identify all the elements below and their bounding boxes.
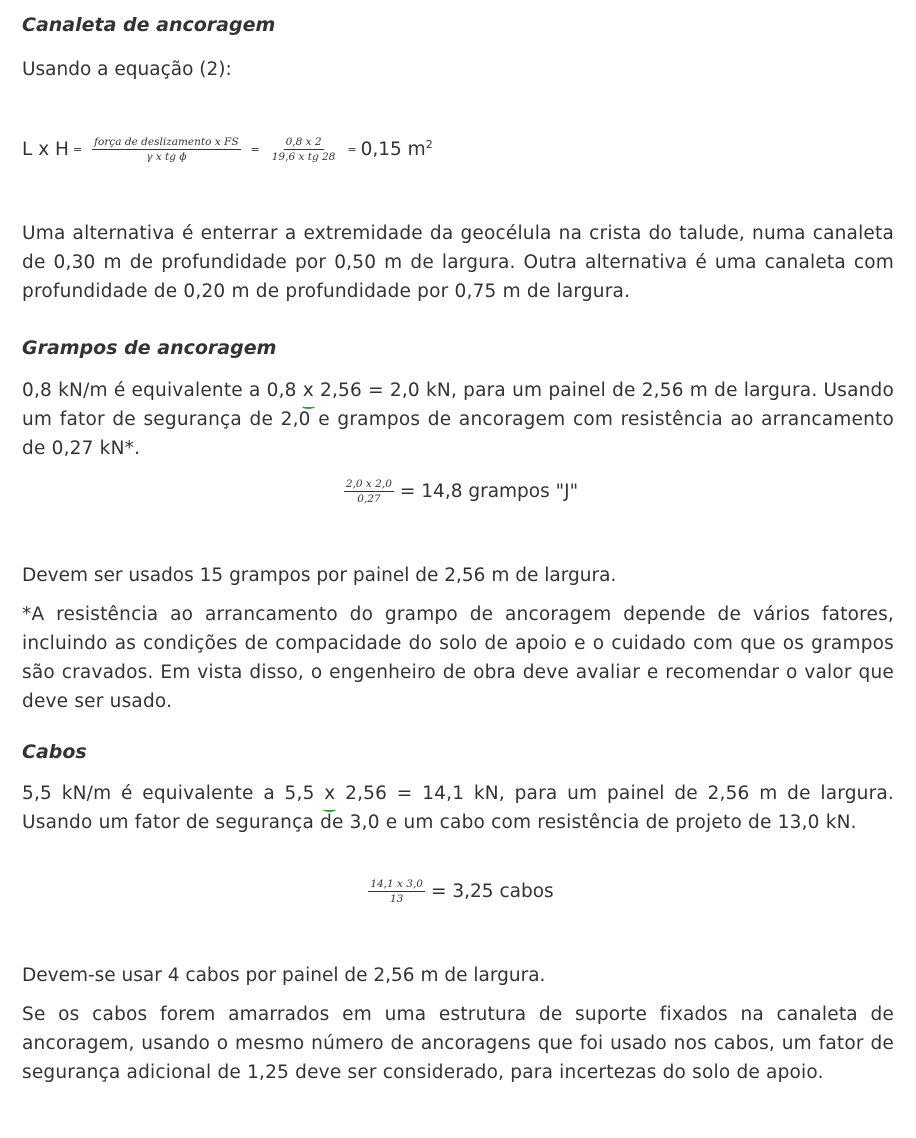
eq-result: 0,15 $m^2$ [360, 138, 433, 161]
eq-result: = 3,25 cabos [431, 881, 554, 902]
heading-canaleta: Canaleta de ancoragem [22, 14, 276, 36]
fraction-numerator: 14,1 x 3,0 [370, 878, 423, 890]
eq-lhs: L x H [22, 139, 69, 160]
equation-cabos [22, 878, 894, 905]
paragraph-15-grampos: Devem ser usados 15 grampos por painel de 2,56 m de largura. [22, 565, 617, 586]
fraction-numerator: 2,0 x 2,0 [345, 478, 392, 490]
intro-equacao: Usando a equação (2): [22, 59, 232, 80]
spellcheck-mark: x [303, 376, 314, 405]
fraction-grampos [344, 478, 394, 505]
equation-lxh [22, 136, 894, 163]
paragraph-estrutura-suporte: Se os cabos forem amarrados em uma estrutura de suporte fixados na canaleta de ancoragem, usando o mesmo número de ancoragens que foi usado nos cabos, um fator de segurança adicional de 1,25 deve ser considerado, para incertezas do solo de apoio. [22, 1004, 894, 1083]
paragraph-grampos: 0,8 kN/m é equivalente a 0,8 x 2,56 = 2,0 kN, para um painel de 2,56 m de largura. Usando um fator de segurança de 2,0 e grampos de ancoragem com resistência ao arrancamento de 0,27 kN*. [22, 376, 894, 463]
fraction-numerator: 0,8 x 2 [285, 136, 322, 148]
eq-result: = 14,8 grampos "J" [399, 481, 579, 502]
fraction-denominator: 0,27 [357, 493, 381, 505]
fraction-denominator: γ x tg ϕ [146, 151, 187, 163]
heading-cabos: Cabos [22, 741, 87, 763]
paragraph-cabos: 5,5 kN/m é equivalente a 5,5 x 2,56 = 14,1 kN, para um painel de 2,56 m de largura. Usando um fator de segurança de 3,0 e um cabo com resistência de projeto de 13,0 kN. [22, 779, 894, 837]
fraction-cabos [368, 878, 425, 905]
footnote-resistencia: *A resistência ao arrancamento do grampo de ancoragem depende de vários fatores, incluindo as condições de compacidade do solo de apoio e o cuidado com que os grampos são cravados. Em vista disso, o engenheiro de obra deve avaliar e recomendar o valor que deve ser usado. [22, 604, 894, 712]
equation-grampos [22, 478, 894, 505]
fraction-force [92, 136, 240, 163]
paragraph-4-cabos: Devem-se usar 4 cabos por painel de 2,56 m de largura. [22, 965, 546, 986]
fraction-denominator: 19,6 x tg 28 [271, 151, 336, 163]
fraction-values [270, 136, 338, 163]
eq-sign: = [250, 143, 260, 156]
paragraph-alternativa: Uma alternativa é enterrar a extremidade da geocélula na crista do talude, numa canaleta de 0,30 m de profundidade por 0,50 m de largura. Outra alternativa é uma canaleta com profundidade de 0,20 m de profundidade por 0,75 m de largura. [22, 223, 894, 302]
eq-sign: = [347, 143, 357, 156]
spellcheck-mark: x [324, 779, 335, 808]
fraction-denominator: 13 [389, 893, 404, 905]
eq-sign: = [72, 143, 83, 156]
fraction-numerator: força de deslizamento x FS [94, 136, 239, 148]
heading-grampos: Grampos de ancoragem [22, 337, 277, 359]
